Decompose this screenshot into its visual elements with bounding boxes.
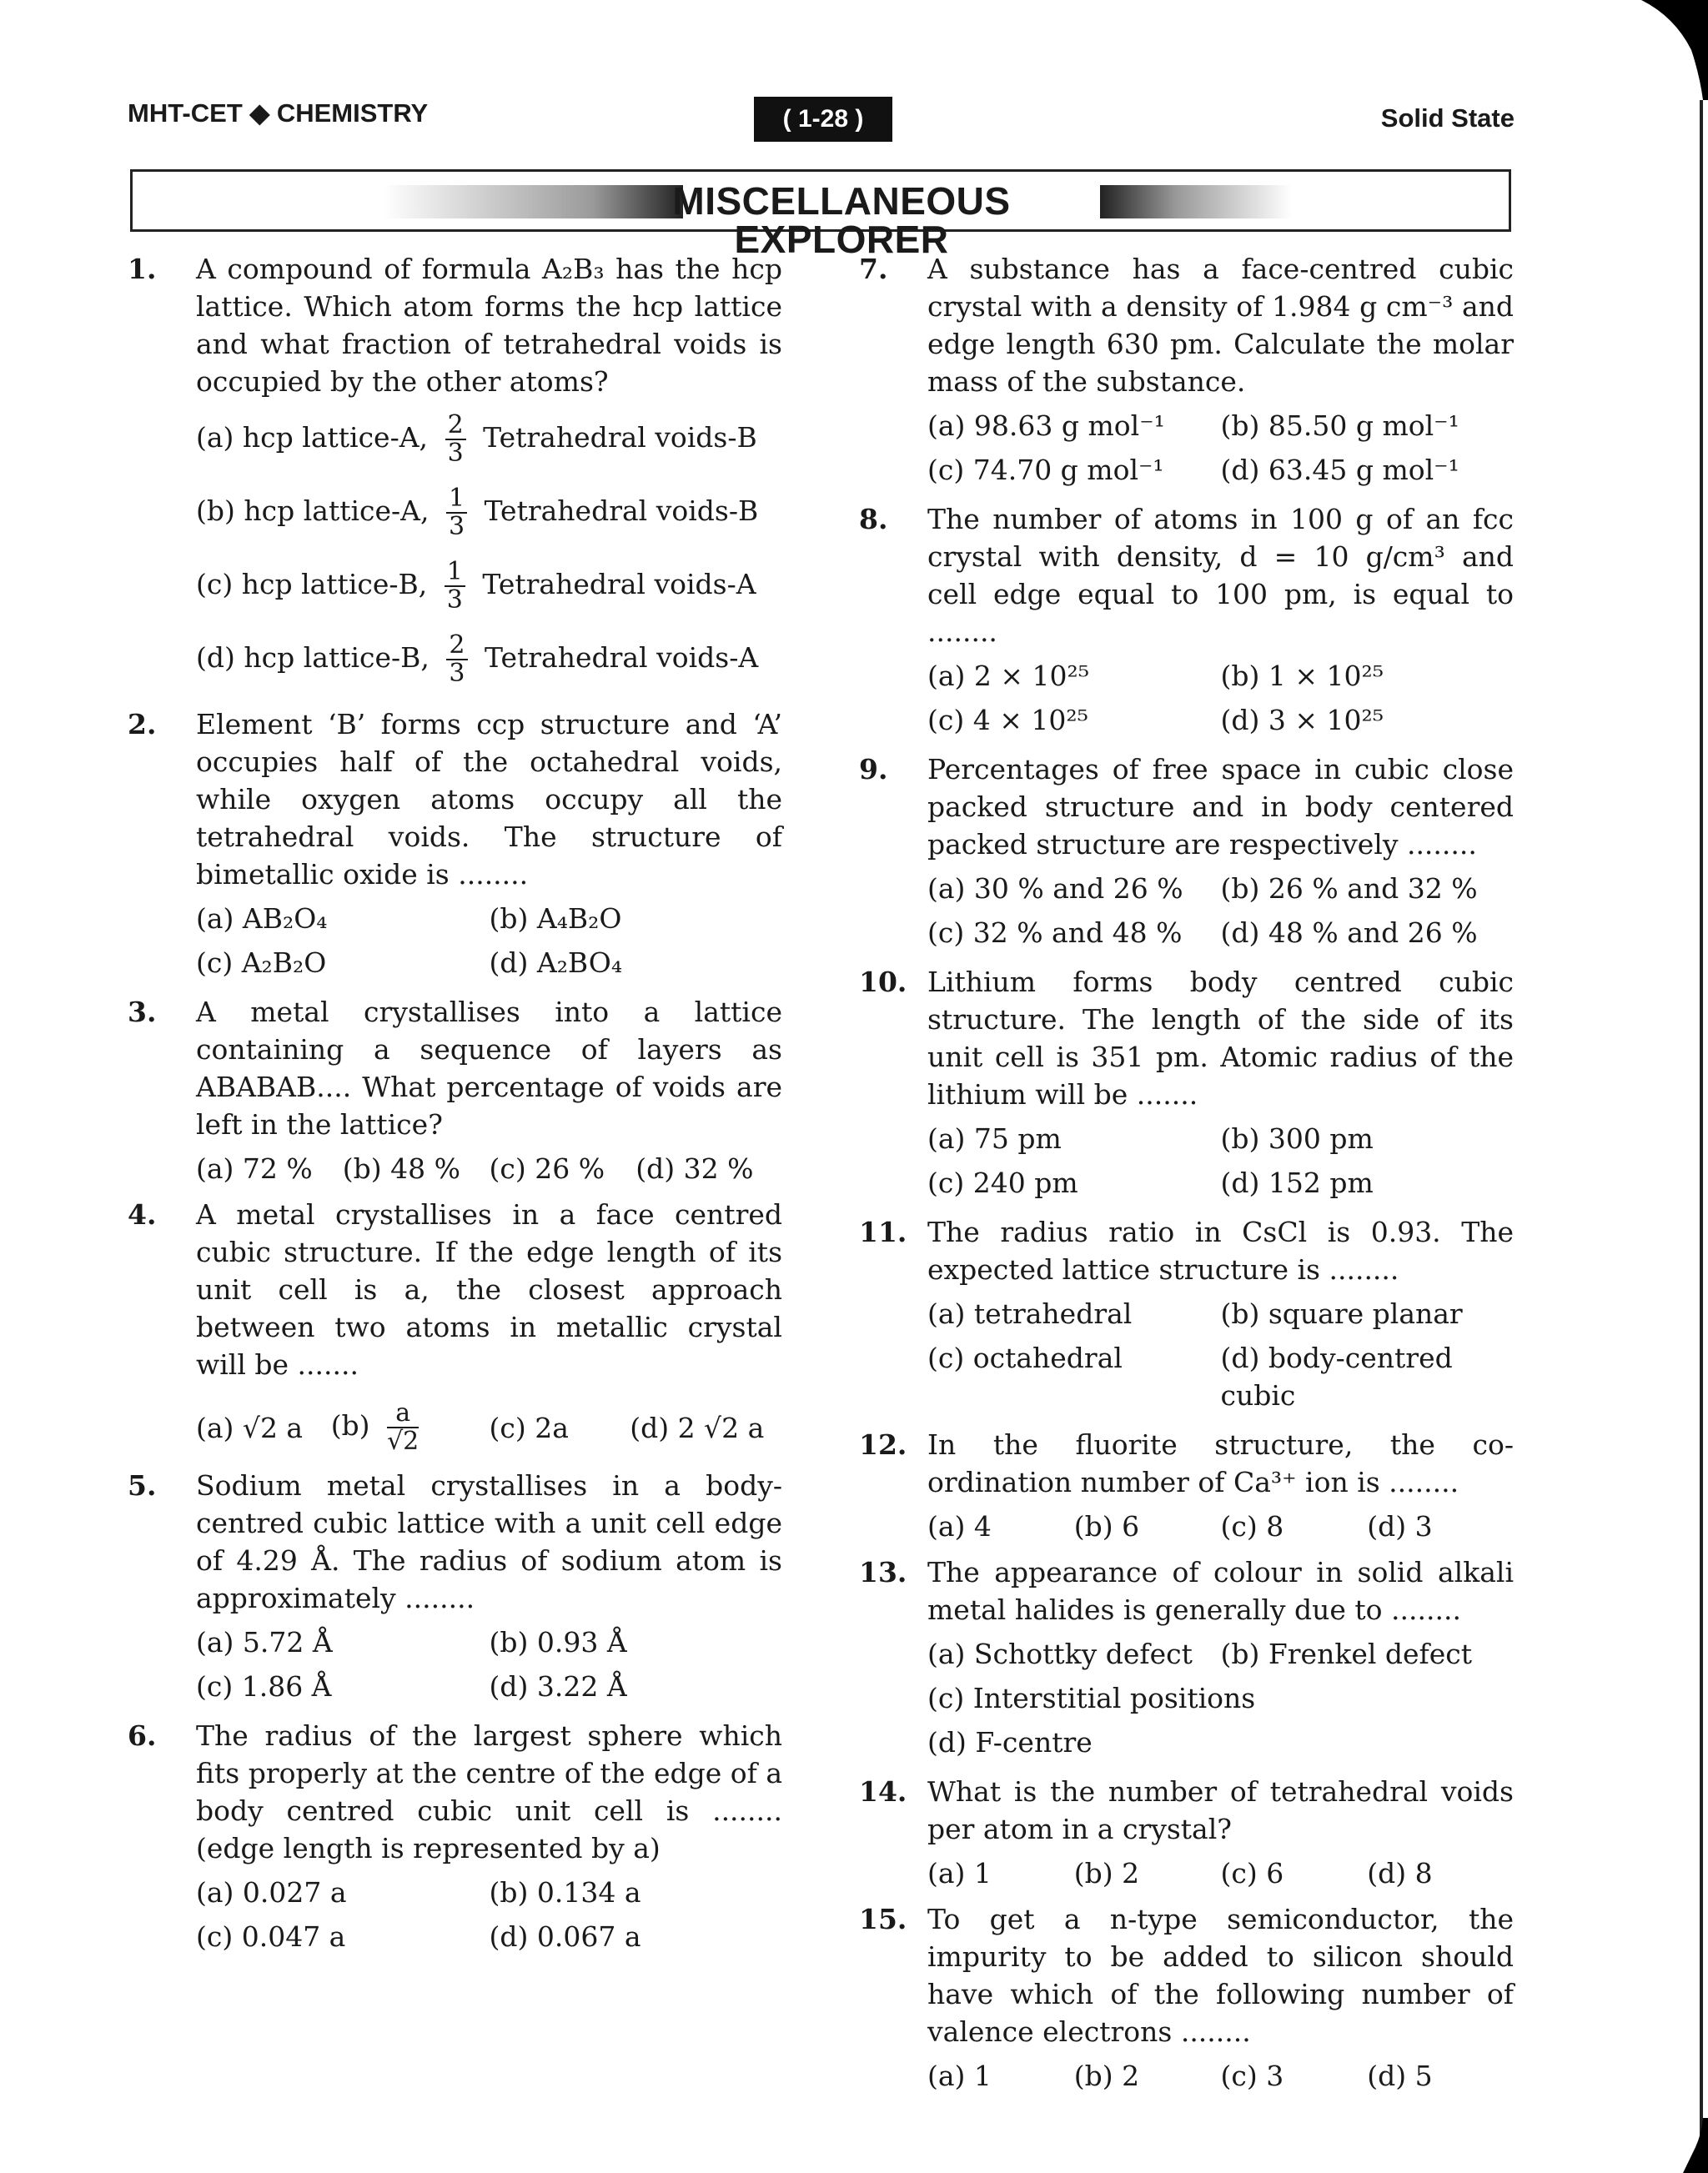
fraction-denominator: √2 — [387, 1427, 419, 1456]
question-number: 5. — [128, 1469, 157, 1502]
option-b: (b) 6 — [1073, 1510, 1140, 1543]
question-number: 14. — [859, 1775, 907, 1808]
option-a: (a) 72 % — [196, 1152, 313, 1185]
option-d: (d) body-centred cubic — [1220, 1342, 1453, 1412]
option-a: (a) AB₂O₄ — [196, 902, 328, 935]
right-column — [859, 250, 1514, 2100]
question-3 — [128, 993, 782, 1187]
option-a: (a) tetrahedral — [927, 1297, 1133, 1330]
question-number: 9. — [859, 753, 888, 785]
fraction — [446, 485, 467, 540]
question-number: 1. — [128, 253, 157, 285]
question-15 — [859, 1900, 1514, 2095]
option-text: (b) — [330, 1409, 370, 1442]
option-c: (c) 2a — [489, 1411, 569, 1444]
option-c: (c) A₂B₂O — [196, 946, 327, 979]
question-14 — [859, 1773, 1514, 1892]
option-b: (b) 48 % — [342, 1152, 460, 1185]
fraction-denominator: 3 — [449, 659, 465, 688]
option-a: (a) 1 — [927, 1857, 992, 1889]
option-c: (c) 74.70 g mol⁻¹ — [927, 454, 1164, 486]
option-c: (c) 32 % and 48 % — [927, 916, 1183, 949]
option-a — [196, 412, 782, 467]
option-b: (b) 85.50 g mol⁻¹ — [1220, 409, 1459, 442]
option-text: Tetrahedral voids-B — [484, 494, 759, 527]
question-stem: To get a n-type semiconductor, the impurity to be added to silicon should have which of the following number of valence electrons ........ — [927, 1903, 1514, 2048]
question-stem: A substance has a face-centred cubic crystal with a density of 1.984 g cm⁻³ and edge length 630 pm. Calculate the molar mass of the substance. — [927, 253, 1514, 398]
option-b: (b) A₄B₂O — [489, 902, 622, 935]
fraction-numerator: a — [387, 1400, 419, 1428]
question-2 — [128, 705, 782, 988]
fraction-denominator: 3 — [447, 439, 464, 468]
header-chapter: Solid State — [1380, 103, 1515, 133]
option-b: (b) 2 — [1073, 1857, 1140, 1889]
option-c: (c) 8 — [1220, 1510, 1284, 1543]
question-number: 13. — [859, 1556, 907, 1588]
option-a: (a) Schottky defect — [927, 1638, 1193, 1670]
option-c: (c) 3 — [1220, 2060, 1284, 2092]
question-stem: Lithium forms body centred cubic structure. The length of the side of its unit cell is 351 pm. Atomic radius of the lithium will be ....... — [927, 966, 1514, 1111]
option-a: (a) 0.027 a — [196, 1876, 347, 1909]
option-d: (d) 8 — [1367, 1857, 1433, 1889]
question-number: 7. — [859, 253, 888, 285]
question-number: 3. — [128, 996, 157, 1028]
option-b: (b) 2 — [1073, 2060, 1140, 2092]
option-text: (b) hcp lattice-A, — [196, 494, 430, 527]
fraction — [387, 1400, 419, 1455]
section-banner — [130, 169, 1511, 261]
question-8 — [859, 500, 1514, 745]
question-number: 4. — [128, 1198, 157, 1231]
option-b: (b) 300 pm — [1220, 1122, 1374, 1155]
question-stem: In the fluorite structure, the co-ordination number of Ca³⁺ ion is ........ — [927, 1428, 1514, 1498]
option-d: (d) 3.22 Å — [489, 1670, 627, 1703]
option-c: (c) Interstitial positions — [927, 1682, 1256, 1714]
question-4 — [128, 1196, 782, 1455]
option-a: (a) 4 — [927, 1510, 992, 1543]
question-stem: A metal crystallises in a face centred cubic structure. If the edge length of its unit cell is a, the closest approach between two atoms in metallic crystal will be ....... — [196, 1198, 782, 1381]
question-stem: What is the number of tetrahedral voids per atom in a crystal? — [927, 1775, 1514, 1845]
question-number: 8. — [859, 503, 888, 535]
option-text: (a) hcp lattice-A, — [196, 421, 429, 454]
option-text: Tetrahedral voids-A — [482, 568, 756, 600]
fraction-numerator: 1 — [446, 485, 467, 514]
left-column — [128, 250, 782, 1967]
fraction — [445, 559, 465, 614]
scan-edge-shadow — [1633, 0, 1708, 2173]
question-number: 2. — [128, 708, 157, 740]
option-d: (d) 2 √2 a — [630, 1411, 765, 1444]
option-b — [196, 485, 782, 540]
question-stem: The number of atoms in 100 g of an fcc crystal with density, d = 10 g/cm³ and cell edge equal to 100 pm, is equal to ........ — [927, 503, 1514, 648]
option-text: (c) hcp lattice-B, — [196, 568, 428, 600]
question-number: 15. — [859, 1903, 907, 1935]
fraction — [445, 412, 466, 467]
option-c — [196, 559, 782, 614]
option-a: (a) 5.72 Å — [196, 1626, 333, 1659]
question-stem: A metal crystallises into a lattice containing a sequence of layers as ABABAB.... What percentage of voids are left in the lattice? — [196, 996, 782, 1141]
option-d: (d) F-centre — [927, 1726, 1093, 1759]
option-b: (b) square planar — [1220, 1297, 1463, 1330]
fraction-numerator: 2 — [446, 632, 467, 660]
question-11 — [859, 1213, 1514, 1421]
question-12 — [859, 1426, 1514, 1545]
option-a: (a) 98.63 g mol⁻¹ — [927, 409, 1165, 442]
question-stem: Percentages of free space in cubic close packed structure and in body centered packed structure are respectively ........ — [927, 753, 1514, 861]
option-c: (c) 0.047 a — [196, 1920, 346, 1953]
question-stem: The radius ratio in CsCl is 0.93. The expected lattice structure is ........ — [927, 1216, 1514, 1286]
option-a: (a) 75 pm — [927, 1122, 1062, 1155]
option-d: (d) 0.067 a — [489, 1920, 641, 1953]
option-d: (d) 5 — [1367, 2060, 1433, 2092]
question-1 — [128, 250, 782, 687]
fraction-denominator: 3 — [449, 512, 465, 541]
option-c: (c) 1.86 Å — [196, 1670, 332, 1703]
option-d: (d) A₂BO₄ — [489, 946, 623, 979]
question-stem: Element ‘B’ forms ccp structure and ‘A’ occupies half of the octahedral voids, while oxygen atoms occupy all the tetrahedral voids. The structure of bimetallic oxide is ........ — [196, 708, 782, 891]
banner-gradient-right — [1100, 185, 1292, 218]
option-b: (b) 1 × 10²⁵ — [1220, 660, 1384, 692]
option-text: (d) hcp lattice-B, — [196, 641, 430, 674]
option-c: (c) 240 pm — [927, 1167, 1078, 1199]
option-a: (a) 2 × 10²⁵ — [927, 660, 1089, 692]
option-d: (d) 3 — [1367, 1510, 1433, 1543]
question-stem: The appearance of colour in solid alkali metal halides is generally due to ........ — [927, 1556, 1514, 1626]
option-c: (c) 26 % — [489, 1152, 605, 1185]
option-a: (a) √2 a — [196, 1411, 304, 1444]
question-number: 10. — [859, 966, 907, 998]
option-b: (b) Frenkel defect — [1220, 1638, 1473, 1670]
header-subject: MHT-CET ◆ CHEMISTRY — [128, 98, 429, 128]
option-c: (c) 6 — [1220, 1857, 1284, 1889]
option-d: (d) 3 × 10²⁵ — [1220, 704, 1384, 736]
option-d — [196, 632, 782, 687]
fraction-denominator: 3 — [446, 585, 463, 615]
option-a: (a) 30 % and 26 % — [927, 872, 1183, 905]
banner-title: MISCELLANEOUS EXPLORER — [672, 179, 1011, 261]
option-text: Tetrahedral voids-A — [485, 641, 759, 674]
option-d: (d) 48 % and 26 % — [1220, 916, 1478, 949]
question-number: 11. — [859, 1216, 907, 1248]
option-d: (d) 152 pm — [1220, 1167, 1374, 1199]
question-6 — [128, 1717, 782, 1962]
option-text: Tetrahedral voids-B — [483, 421, 757, 454]
option-c: (c) 4 × 10²⁵ — [927, 704, 1088, 736]
fraction-numerator: 1 — [445, 559, 465, 587]
option-d: (d) 63.45 g mol⁻¹ — [1220, 454, 1459, 486]
question-9 — [859, 750, 1514, 958]
question-number: 12. — [859, 1428, 907, 1461]
page-number: ( 1-28 ) — [754, 97, 892, 142]
option-b: (b) 0.93 Å — [489, 1626, 627, 1659]
option-b: (b) 0.134 a — [489, 1876, 641, 1909]
fraction-numerator: 2 — [445, 412, 466, 440]
question-10 — [859, 963, 1514, 1208]
question-stem: A compound of formula A₂B₃ has the hcp lattice. Which atom forms the hcp lattice and what fraction of tetrahedral voids is occupied by the other atoms? — [196, 253, 782, 398]
option-a: (a) 1 — [927, 2060, 992, 2092]
question-number: 6. — [128, 1719, 157, 1752]
question-5 — [128, 1467, 782, 1712]
question-stem: The radius of the largest sphere which fits properly at the centre of the edge of a body centred cubic unit cell is ........ (edge length is represented by a) — [196, 1719, 783, 1864]
question-13 — [859, 1553, 1514, 1768]
question-7 — [859, 250, 1514, 495]
option-d: (d) 32 % — [635, 1152, 754, 1185]
option-c: (c) octahedral — [927, 1342, 1123, 1374]
option-b: (b) 26 % and 32 % — [1220, 872, 1478, 905]
question-stem: Sodium metal crystallises in a body-centred cubic lattice with a unit cell edge of 4.29 Å. The radius of sodium atom is approximately ........ — [196, 1469, 782, 1614]
fraction — [446, 632, 467, 687]
option-b — [331, 1400, 490, 1455]
